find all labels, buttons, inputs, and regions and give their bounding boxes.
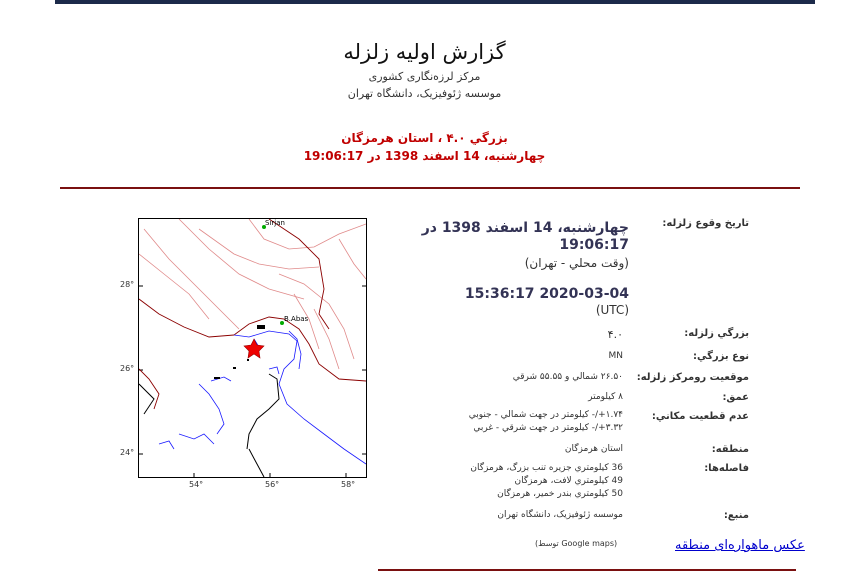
magnitude-value: ۴.۰ xyxy=(607,328,623,341)
epicenter-value: ۲۶.۵۰ شمالي و ۵۵.۵۵ شرقي xyxy=(512,372,623,382)
satellite-image-link[interactable]: عکس ماهواره‌ای منطقه xyxy=(675,538,805,553)
map-graphic xyxy=(139,219,366,477)
distance-2: 49 کیلومتري لافت، هرمزگان xyxy=(514,476,623,486)
lat-label-26: 26° xyxy=(120,364,135,373)
source-label: منبع: xyxy=(723,510,749,521)
top-bar xyxy=(55,0,815,4)
headline-datetime: چهارشنبه، 14 اسفند 1398 در 19:06:17 xyxy=(303,149,546,163)
uncertainty-label: عدم قطعیت مکاني: xyxy=(651,411,749,422)
date-local-line1: چهارشنبه، 14 اسفند 1398 در xyxy=(421,220,629,236)
org-name: مرکز لرزه‌نگاری کشوری xyxy=(368,70,481,83)
distance-1: 36 کیلومتري جزیره تنب بزرگ، هرمزگان xyxy=(470,463,623,473)
uncertainty-ew: ۳.۳۲+/- کیلومتر در جهت شرقي - غربي xyxy=(473,423,623,433)
date-label: تاریخ وقوع زلزله: xyxy=(662,218,749,229)
distance-3: 50 کیلومتري بندر خمیر، هرمزگان xyxy=(497,489,623,499)
depth-label: عمق: xyxy=(722,392,749,403)
lat-label-28: 28° xyxy=(120,280,135,289)
google-maps-note: (توسط Google maps) xyxy=(535,539,618,548)
epicenter-map[interactable] xyxy=(138,218,367,478)
headline-magnitude: بزرگي ۴.۰ ، استان هرمزگان xyxy=(341,131,508,145)
region-value: استان هرمزگان xyxy=(564,444,623,454)
lon-label-54: 54° xyxy=(189,480,204,489)
city-label-bandar-abbas: B.Abas xyxy=(284,315,309,323)
epicenter-label: موقعیت رومرکز زلزله: xyxy=(636,372,749,383)
distances-label: فاصله‌ها: xyxy=(704,463,749,474)
region-label: منطقه: xyxy=(711,444,749,455)
institute-name: موسسه ژئوفیزیک، دانشگاه تهران xyxy=(347,87,502,100)
city-label-sirjan: Sirjan xyxy=(265,219,285,227)
date-utc-timezone: (UTC) xyxy=(595,303,629,317)
lon-label-58: 58° xyxy=(341,480,356,489)
uncertainty-ns: ۱.۷۴+/- کیلومتر در جهت شمالي - جنوبي xyxy=(468,410,623,420)
magtype-label: نوع بزرگي: xyxy=(692,351,749,362)
magtype-value: MN xyxy=(608,351,623,361)
date-local-line2: 19:06:17 xyxy=(559,237,629,253)
depth-value: ۸ کیلومتر xyxy=(588,392,623,402)
lat-label-24: 24° xyxy=(120,448,135,457)
divider-top xyxy=(60,187,800,189)
date-local-timezone: (وقت محلي - تهران) xyxy=(524,256,629,270)
lon-label-56: 56° xyxy=(265,480,280,489)
date-utc: 2020-03-04 15:36:17 xyxy=(464,286,629,302)
page-title: گزارش اولیه زلزله xyxy=(343,40,506,64)
magnitude-label: بزرگي زلزله: xyxy=(684,328,749,339)
source-value: موسسه ژئوفیزیک، دانشگاه تهران xyxy=(497,510,623,520)
